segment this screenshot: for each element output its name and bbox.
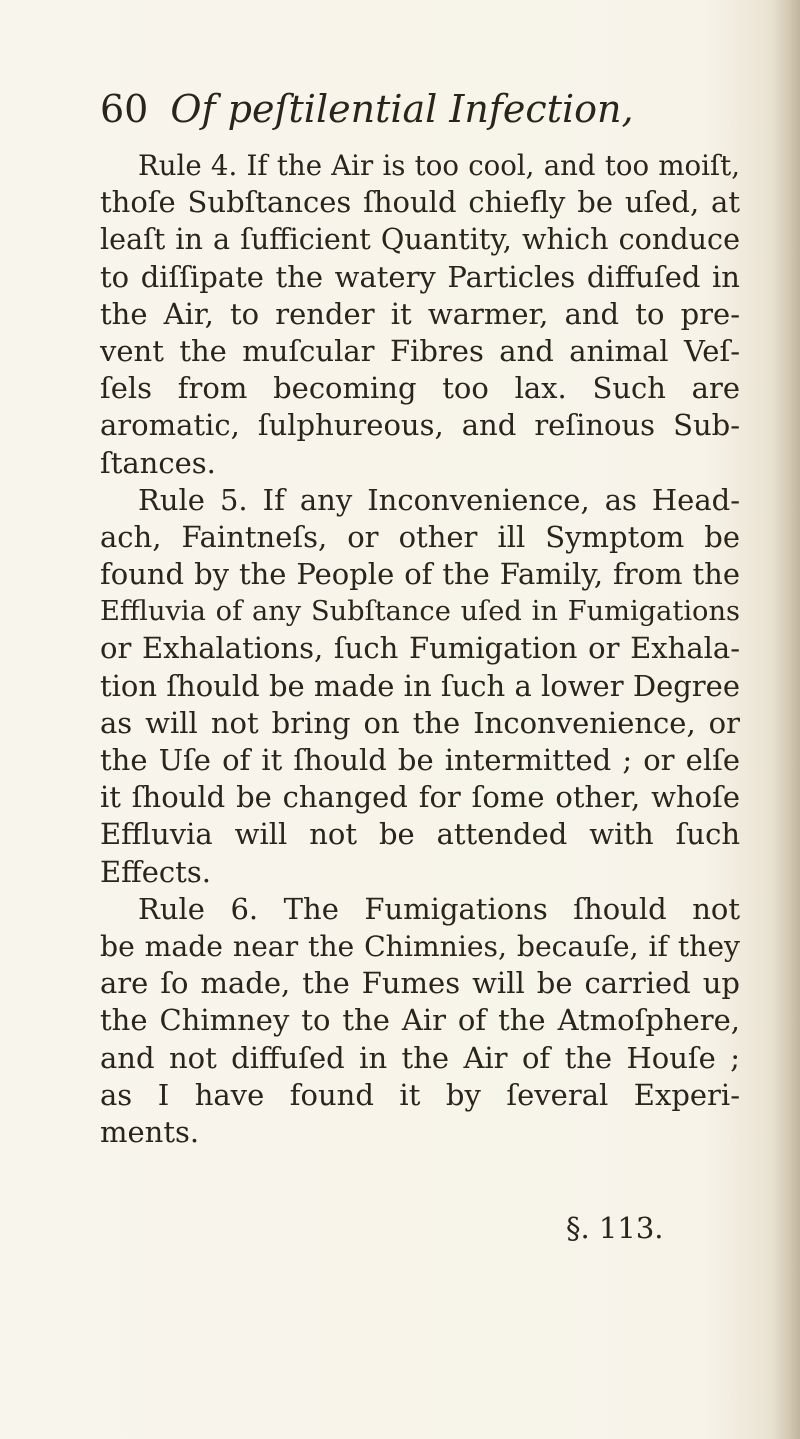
text-line: and not diffuſed in the Air of the Houſe ; xyxy=(100,1040,740,1075)
text-line: thoſe Subſtances ſhould chiefly be uſed, at xyxy=(100,185,740,220)
body-text xyxy=(100,147,740,1151)
text-line: ſels from becoming too lax. Such are xyxy=(100,371,740,406)
text-line: the Air, to render it warmer, and to pre- xyxy=(100,296,740,331)
text-line: Effects. xyxy=(100,854,211,889)
page-number: 60 xyxy=(100,87,149,131)
text-line: Rule 6. The Fumigations ſhould not xyxy=(138,891,740,926)
text-line: vent the muſcular Fibres and animal Veſ- xyxy=(100,333,740,368)
text-line: Rule 5. If any Inconvenience, as Head- xyxy=(138,482,740,517)
page-edge-shadow xyxy=(772,0,800,1439)
text-line: to diſſipate the watery Particles diffuſed in xyxy=(100,259,740,294)
text-line: the Uſe of it ſhould be intermitted ; or elſe xyxy=(100,743,740,777)
text-line: Effluvia will not be attended with ſuch xyxy=(100,817,740,852)
text-line: ſtances. xyxy=(100,445,216,480)
text-line: tion ſhould be made in ſuch a lower Degree xyxy=(100,668,740,703)
text-line: the Chimney to the Air of the Atmoſphere, xyxy=(100,1003,740,1038)
catchword: §. 113. xyxy=(566,1211,664,1245)
text-line: Rule 4. If the Air is too cool, and too moiſt, xyxy=(138,149,740,182)
text-line: it ſhould be changed for ſome other, whoſe xyxy=(100,780,740,815)
text-line: ach, Faintneſs, or other ill Symptom be xyxy=(100,519,740,554)
text-line: be made near the Chimnies, becauſe, if they xyxy=(100,929,740,963)
page-header xyxy=(100,86,634,132)
text-line: as I have found it by ſeveral Experi- xyxy=(100,1077,740,1112)
text-line: are ſo made, the Fumes will be carried up xyxy=(100,966,740,1001)
text-line: Effluvia of any Subſtance uſed in Fumigations xyxy=(100,596,740,628)
text-line: found by the People of the Family, from the xyxy=(100,557,740,592)
text-line: or Exhalations, ſuch Fumigation or Exhala- xyxy=(100,631,740,666)
text-line: leaſt in a ſufficient Quantity, which conduce xyxy=(100,222,740,257)
text-line: aromatic, ſulphureous, and reſinous Sub- xyxy=(100,408,740,443)
text-line: as will not bring on the Inconvenience, or xyxy=(100,705,740,740)
running-title: Of peſtilential Infection, xyxy=(170,87,634,131)
text-line: ments. xyxy=(100,1114,200,1149)
